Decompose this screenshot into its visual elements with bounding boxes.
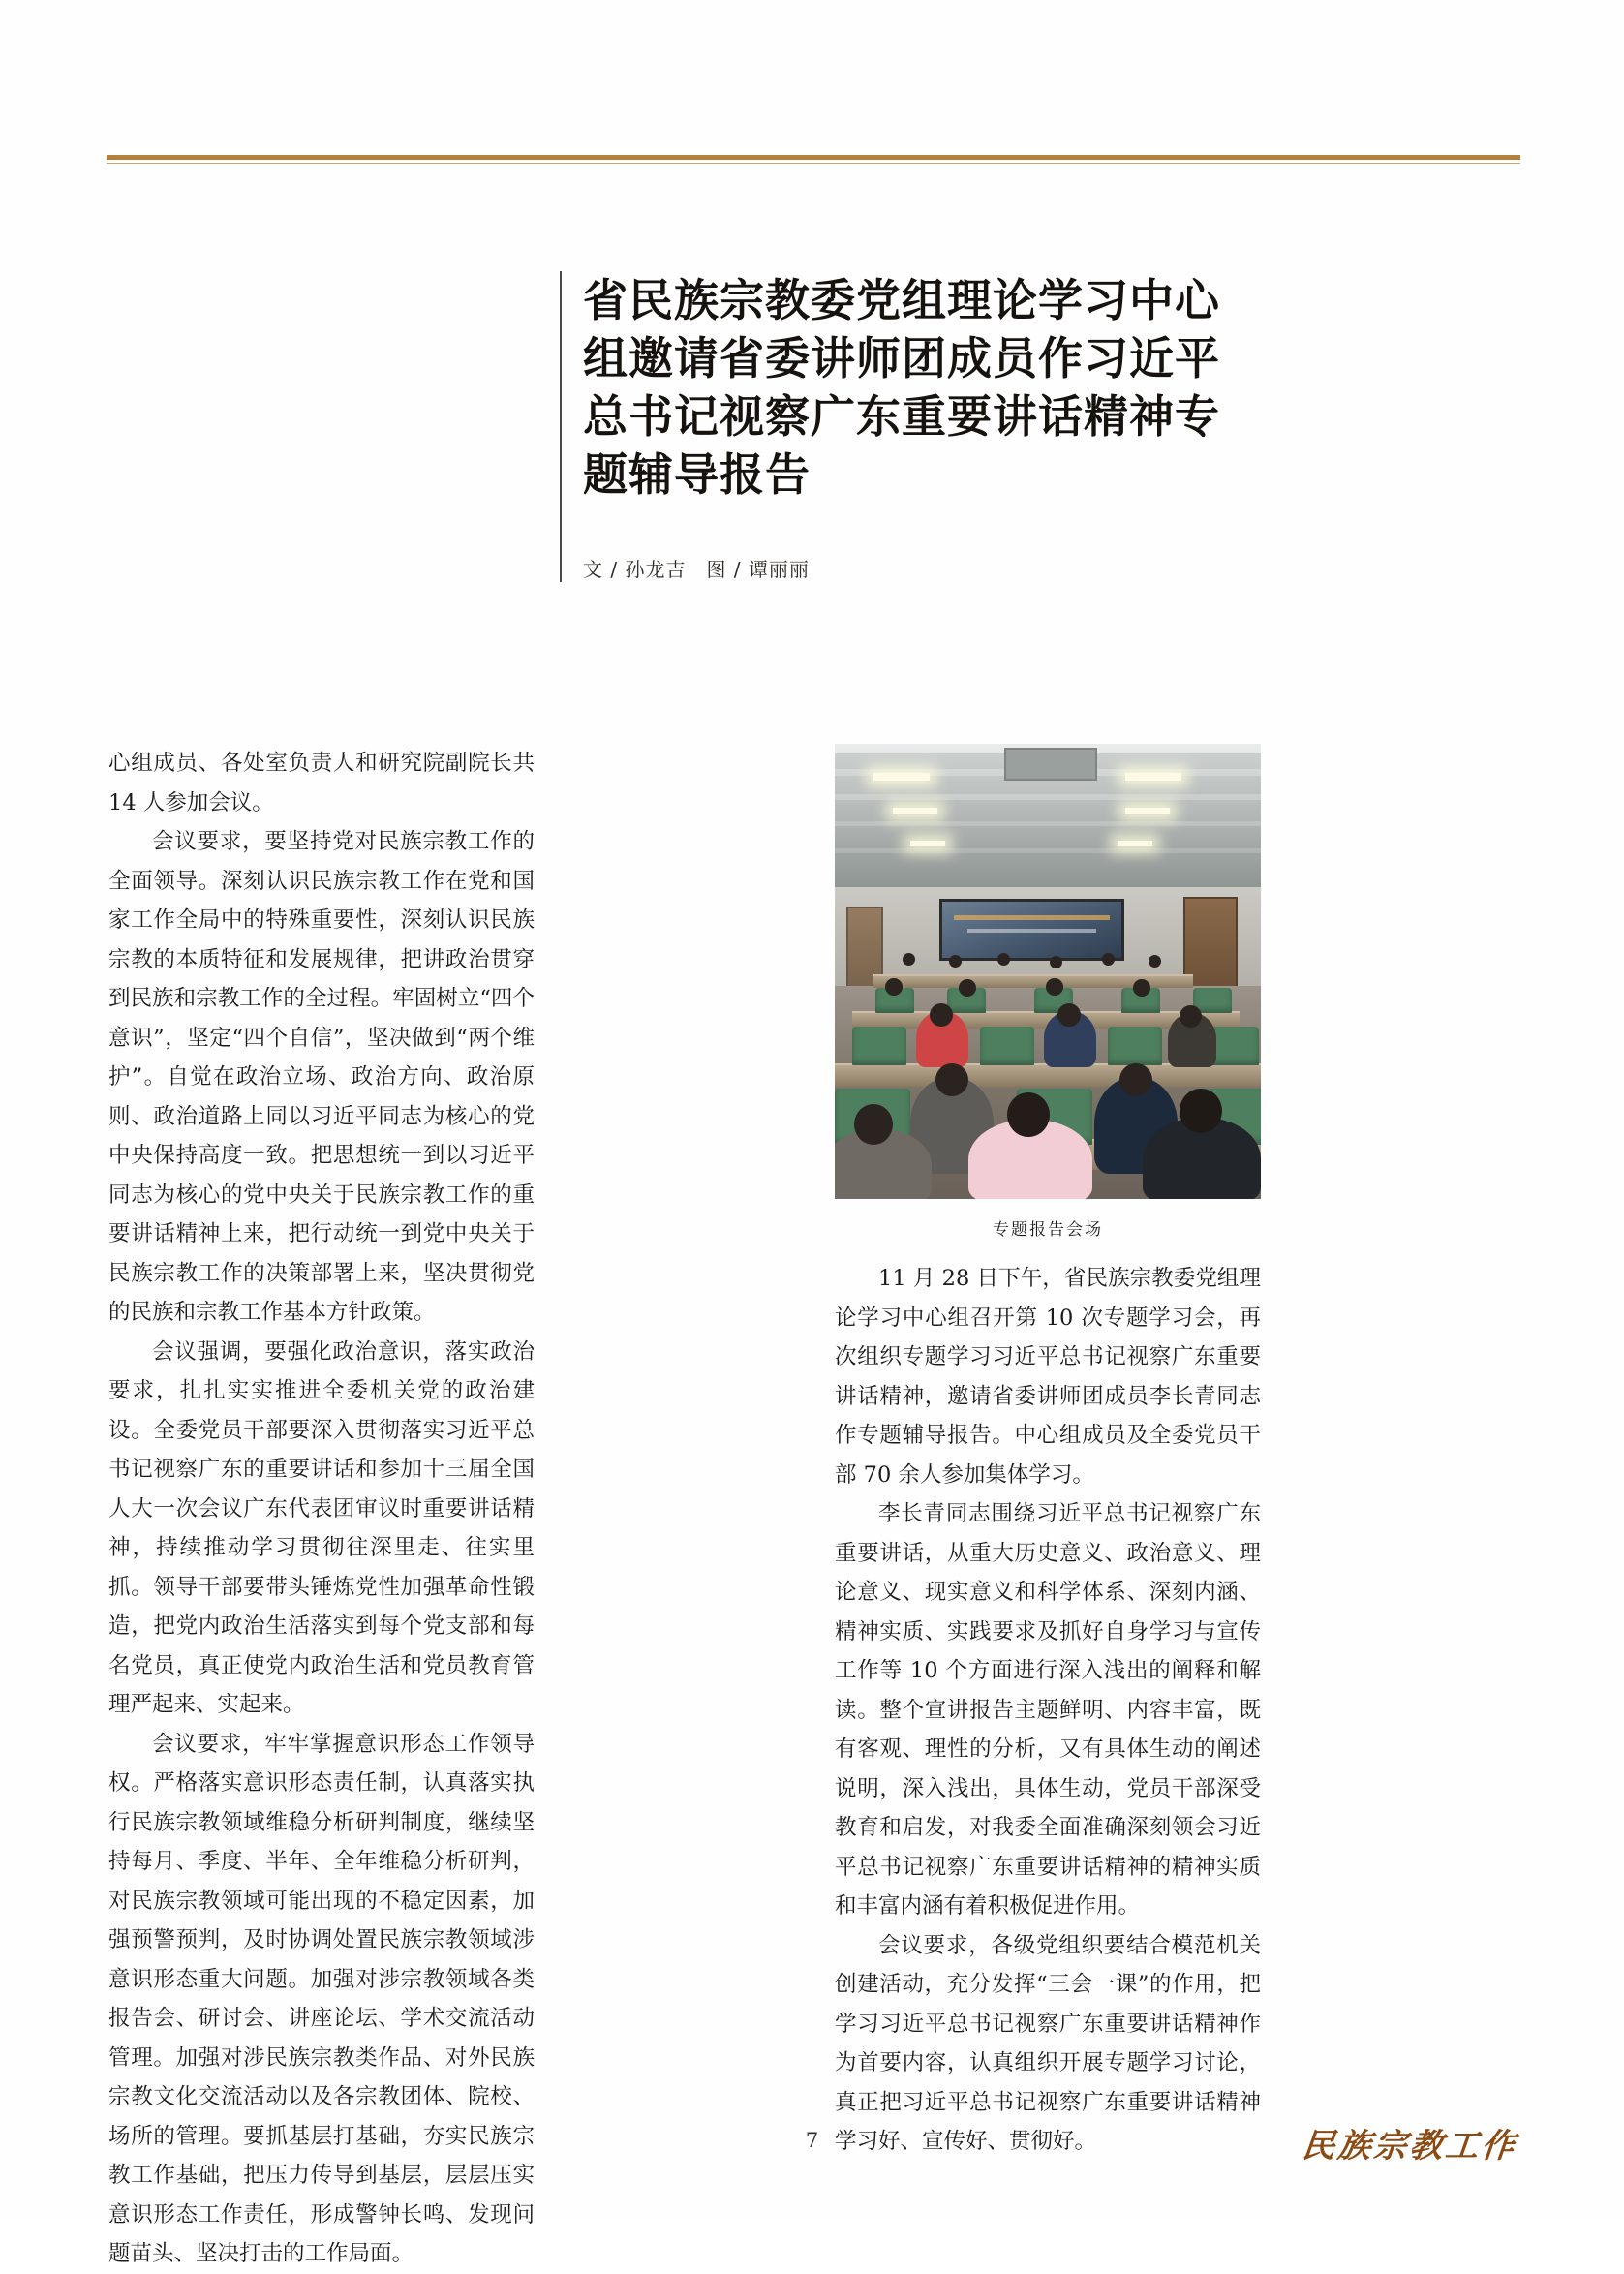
header-rule — [107, 155, 1520, 160]
photo-attendee-head — [930, 1003, 953, 1027]
photo-attendee-head — [885, 978, 903, 996]
photo-attendee-head — [1057, 1003, 1081, 1027]
paragraph: 李长青同志围绕习近平总书记视察广东重要讲话，从重大历史意义、政治意义、理论意义、现实意义和科学体系、深刻内涵、精神实质、实践要求及抓好自身学习与宣传工作等 10 个方面进行深入浅出的阐释和解读。整个宣讲报告主题鲜明、内容丰富，既有客观、理性的分析，又有具体生动的阐述说明，深入浅出，具体生动，党员干部深受教育和启发，对我委全面准确深刻领会习近平总书记视察广东重要讲话精神的精神实质和丰富内涵有着积极促进作用。 — [835, 1501, 1261, 1919]
photo-ceiling-light — [893, 808, 937, 814]
photo-attendee-head — [1007, 1092, 1050, 1137]
paragraph: 11 月 28 日下午，省民族宗教委党组理论学习中心组召开第 10 次专题学习会，再次组织专题学习习近平总书记视察广东重要讲话精神，邀请省委讲师团成员李长青同志作专题辅导报告。中心组成员及全委党员干部 70 余人参加集体学习。 — [835, 1266, 1261, 1488]
photo-attendee-head — [935, 1063, 968, 1096]
headline-block — [560, 271, 1528, 582]
article-headline: 省民族宗教委党组理论学习中心组邀请省委讲师团成员作习近平总书记视察广东重要讲话精神专题辅导报告 — [583, 274, 1220, 501]
paragraph: 会议强调，要强化政治意识，落实政治要求，扎扎实实推进全委机关党的政治建设。全委党员干部要深入贯彻落实习近平总书记视察广东的重要讲话和参加十三届全国人大一次会议广东代表团审议时重要讲话精神，持续推动学习贯彻往深里走、往实里抓。领导干部要带头锤炼党性加强革命性锻造，把党内政治生活落实到每个党支部和每名党员，真正使党内政治生活和党员教育管理严起来、实起来。 — [108, 1338, 535, 1717]
photo-attendee-head — [903, 953, 915, 966]
photo-attendee-head — [997, 953, 1010, 966]
paragraph: 会议要求，各级党组织要结合模范机关创建活动，充分发挥“三会一课”的作用，把学习习近平总书记视察广东重要讲话精神作为首要内容，认真组织开展专题学习讨论，真正把习近平总书记视察广东重要讲话精神学习好、宣传好、贯彻好。 — [835, 1932, 1261, 2154]
photo-attendee-head — [854, 1104, 893, 1145]
photo-screen-body-line — [967, 929, 1096, 933]
photo-ceiling-light — [1125, 773, 1181, 781]
photo-ceiling-light — [910, 841, 945, 846]
photo-attendee-head — [1133, 979, 1150, 997]
photo-attendee-head — [1149, 955, 1161, 968]
brand-mark: 民族宗教工作 — [1300, 2127, 1519, 2166]
body-column-left — [108, 744, 535, 2274]
paragraph: 会议要求，牢牢掌握意识形态工作领导权。严格落实意识形态责任制，认真落实执行民族宗教领域维稳分析研判制度，继续坚持每月、季度、半年、全年维稳分析研判，对民族宗教领域可能出现的不稳定因素，加强预警预判，及时协调处置民族宗教领域涉意识形态重大问题。加强对涉宗教领域各类报告会、研讨会、讲座论坛、学术交流活动管理。加强对涉民族宗教类作品、对外民族宗教文化交流活动以及各宗教团体、院校、场所的管理。要抓基层打基础，夯实民族宗教工作基础，把压力传导到基层，层层压实意识形态工作责任，形成警钟长鸣、发现问题苗头、坚决打击的工作局面。 — [108, 1731, 535, 2266]
photo-chair — [980, 1027, 1034, 1065]
photo-chair — [852, 1027, 906, 1065]
photo-attendee-head — [959, 979, 976, 997]
photo-attendee-head — [1102, 953, 1115, 966]
photo-caption: 专题报告会场 — [993, 1220, 1103, 1240]
photo-ceiling-light — [873, 773, 930, 781]
photo-ceiling-panel — [835, 794, 1261, 800]
header-rule-thin — [107, 163, 1520, 164]
photo-ceiling-panel — [835, 821, 1261, 826]
photo-attendee-head — [1119, 1063, 1152, 1096]
paragraph: 心组成员、各处室负责人和研究院副院长共 14 人参加会议。 — [108, 751, 535, 815]
photo-ceiling-panel — [835, 848, 1261, 853]
photo-attendee-head — [1050, 956, 1062, 968]
body-column-right — [835, 1259, 1261, 2162]
photo-ceiling-light — [1125, 808, 1170, 814]
photo-attendee-head — [1180, 1005, 1202, 1028]
photo-projection-screen — [939, 899, 1124, 961]
page-number: 7 — [805, 2129, 819, 2152]
article-byline: 文 / 孙龙吉 图 / 谭丽丽 — [583, 558, 810, 581]
paragraph: 会议要求，要坚持党对民族宗教工作的全面领导。深刻认识民族宗教工作在党和国家工作全局中的特殊重要性，深刻认识民族宗教的本质特征和发展规律，把讲政治贯穿到民族和宗教工作的全过程。牢固树立“四个意识”，坚定“四个自信”，坚决做到“两个维护”。自觉在政治立场、政治方向、政治原则、政治道路上同以习近平同志为核心的党中央保持高度一致。把思想统一到以习近平同志为核心的党中央关于民族宗教工作的重要讲话精神上来，把行动统一到党中央关于民族宗教工作的决策部署上来，坚决贯彻党的民族和宗教工作基本方针政策。 — [108, 829, 535, 1325]
article-photo-wrapper — [835, 744, 1261, 1199]
photo-attendee-head — [949, 955, 962, 968]
photo-ceiling-vent — [1004, 748, 1097, 781]
photo-attendee-head — [1180, 1089, 1222, 1133]
photo-attendee-head — [1046, 978, 1063, 996]
photo-ceiling-light — [1118, 841, 1152, 846]
conference-room-photo — [835, 744, 1261, 1199]
photo-screen-title-line — [954, 915, 1110, 920]
photo-chair — [1108, 1027, 1162, 1065]
